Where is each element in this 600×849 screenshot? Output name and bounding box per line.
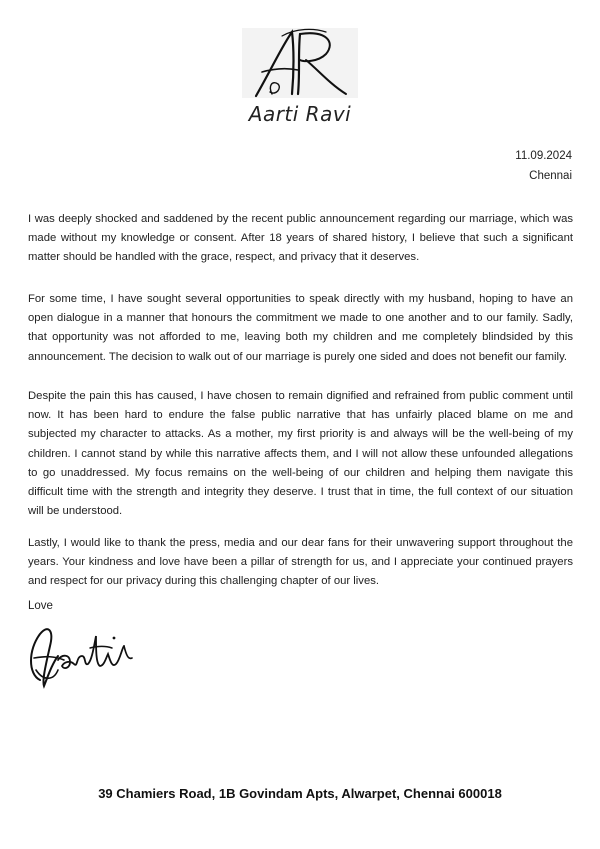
letterhead-name: Aarti Ravi bbox=[248, 102, 352, 126]
footer-address: 39 Chamiers Road, 1B Govindam Apts, Alwarpet, Chennai 600018 bbox=[98, 786, 502, 801]
closing-line: Love bbox=[28, 600, 53, 612]
letter-city: Chennai bbox=[529, 170, 572, 182]
monogram-ar-icon bbox=[242, 28, 358, 98]
signature-icon bbox=[24, 620, 144, 692]
monogram-logo bbox=[242, 28, 358, 98]
paragraph-4: Lastly, I would like to thank the press, media and our dear fans for their unwavering support throughout the years. Your kindness and love have been a pillar of strength for us, and I appreciate your continued prayers and respect for our privacy during this challenging chapter of our lives. bbox=[28, 537, 573, 588]
paragraph-1: I was deeply shocked and saddened by the recent public announcement regarding our marriage, which was made without my knowledge or consent. After 18 years of shared history, I believe that such a significant matter should be handled with the grace, respect, and privacy that it deserves. bbox=[28, 213, 573, 264]
letter-date: 11.09.2024 bbox=[515, 150, 572, 162]
paragraph-2: For some time, I have sought several opportunities to speak directly with my husband, hoping to have an open dialogue in a manner that honours the commitment we made to one another and to our family. Sadly, that opportunity was not afforded to me, leaving both my children and me completely blindsided by this announcement. The decision to walk out of our marriage is purely one sided and does not benefit our family. bbox=[28, 293, 573, 363]
handwritten-signature bbox=[24, 620, 144, 697]
paragraph-3: Despite the pain this has caused, I have chosen to remain dignified and refrained from public comment until now. It has been hard to endure the false public narrative that has unfairly placed blame on me and subjected my character to attacks. As a mother, my first priority is and always will be the well-being of my children. I cannot stand by while this narrative affects them, and I will not allow these unfounded allegations to go unaddressed. My focus remains on the well-being of our children and helping them navigate this difficult time with the strength and integrity they deserve. I trust that in time, the full context of our situation will be understood. bbox=[28, 390, 573, 518]
